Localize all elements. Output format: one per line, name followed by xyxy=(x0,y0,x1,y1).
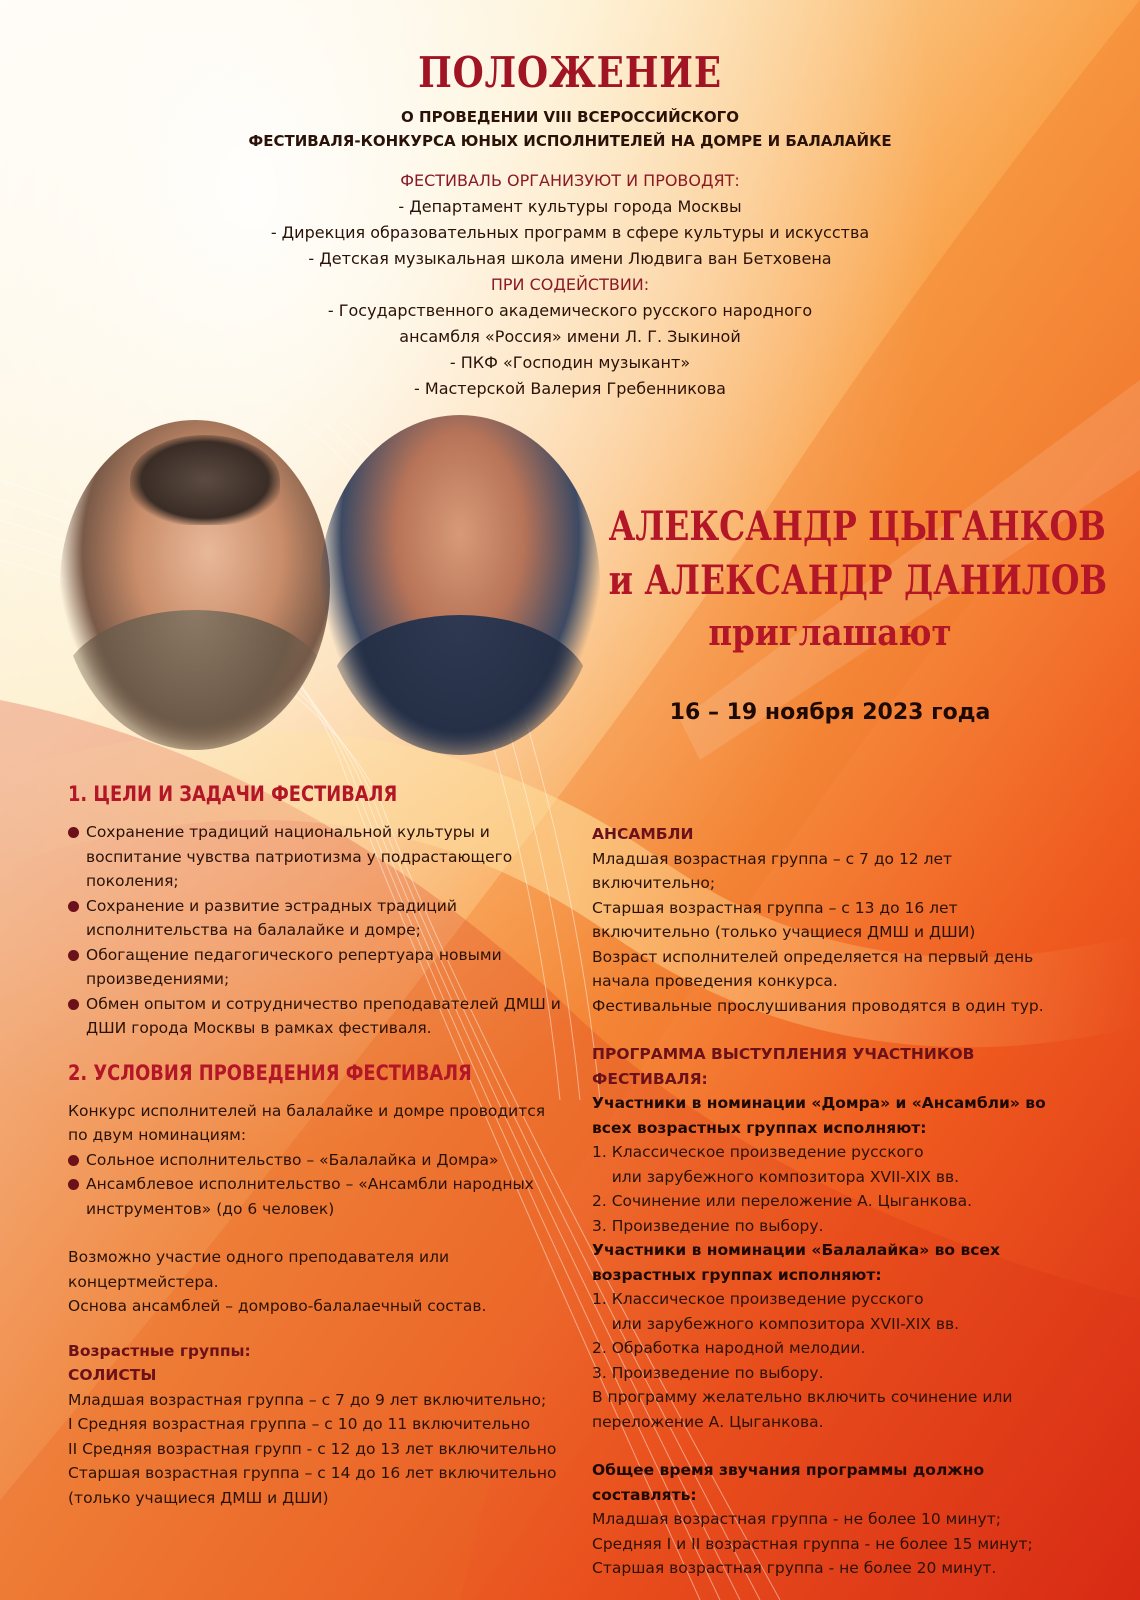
support-item: - ПКФ «Господин музыкант» xyxy=(449,353,691,372)
soloists-heading: СОЛИСТЫ xyxy=(68,1366,157,1384)
left-column xyxy=(68,782,568,1510)
invite-name-1: АЛЕКСАНДР ЦЫГАНКОВ xyxy=(608,503,1106,550)
invite-block xyxy=(560,500,1108,658)
conditions-intro: Конкурс исполнителей на балалайке и домре проводится по двум номинациям: xyxy=(68,1101,546,1144)
soloists-line: I Средняя возрастная группа – с 10 до 11 включительно xyxy=(68,1415,531,1433)
portrait-tsygankov-hair xyxy=(130,435,280,525)
balalaika-heading-2: возрастных группах исполняют: xyxy=(592,1265,882,1284)
subtitle-line-1: О ПРОВЕДЕНИИ VIII ВСЕРОССИЙСКОГО xyxy=(401,108,739,126)
organizer-item: - Департамент культуры города Москвы xyxy=(398,197,742,216)
organizers-block xyxy=(0,168,1140,402)
ensembles-line: Младшая возрастная группа – с 7 до 12 лет xyxy=(592,849,953,868)
soloists-line: (только учащиеся ДМШ и ДШИ) xyxy=(68,1488,329,1507)
program-heading: ПРОГРАММА ВЫСТУПЛЕНИЯ УЧАСТНИКОВ ФЕСТИВАЛЯ: xyxy=(592,1045,975,1088)
list-item: Обогащение педагогического репертуара новыми произведениями; xyxy=(68,943,568,992)
balalaika-item: В программу желательно включить сочинение или xyxy=(592,1388,1013,1406)
conditions-note-2: Основа ансамблей – домрово-балалаечный состав. xyxy=(68,1297,487,1315)
support-heading: ПРИ СОДЕЙСТВИИ: xyxy=(490,275,650,294)
balalaika-item: переложение А. Цыганкова. xyxy=(592,1412,824,1431)
soloists-line: II Средняя возрастная групп - с 12 до 13 лет включительно xyxy=(68,1439,557,1458)
support-item: - Мастерской Валерия Гребенникова xyxy=(414,379,726,398)
subtitle-line-2: ФЕСТИВАЛЯ-КОНКУРСА ЮНЫХ ИСПОЛНИТЕЛЕЙ НА ДОМРЕ И БАЛАЛАЙКЕ xyxy=(248,132,892,150)
balalaika-heading-1: Участники в номинации «Балалайка» во всех xyxy=(592,1241,1000,1259)
soloists-line: Младшая возрастная группа – с 7 до 9 лет включительно; xyxy=(68,1390,547,1409)
ensembles-line: Старшая возрастная группа – с 13 до 16 лет xyxy=(592,898,958,917)
ensembles-line: включительно; xyxy=(592,874,716,892)
ensembles-line: включительно (только учащиеся ДМШ и ДШИ) xyxy=(592,923,976,941)
page-title: ПОЛОЖЕНИЕ xyxy=(418,48,722,97)
support-item: - Государственного академического русского народного xyxy=(327,301,813,320)
domra-item: 3. Произведение по выбору. xyxy=(592,1216,824,1235)
list-item: Сохранение и развитие эстрадных традиций исполнительства на балалайке и домре; xyxy=(68,894,568,943)
soloists-line: Старшая возрастная группа – с 14 до 16 лет включительно xyxy=(68,1464,557,1482)
age-groups-heading: Возрастные группы: xyxy=(68,1341,251,1360)
time-heading: Общее время звучания программы должно составлять: xyxy=(592,1461,985,1504)
domra-heading-2: всех возрастных группах исполняют: xyxy=(592,1118,927,1137)
ensembles-line: начала проведения конкурса. xyxy=(592,972,838,990)
balalaika-item: или зарубежного композитора XVII-XIX вв. xyxy=(592,1314,960,1333)
portrait-tsygankov xyxy=(60,420,330,750)
portrait-tsygankov-jacket xyxy=(60,610,330,750)
goals-list xyxy=(68,820,568,1041)
ensembles-line: Возраст исполнителей определяется на первый день xyxy=(592,947,1034,966)
festival-dates: 16 – 19 ноября 2023 года xyxy=(669,700,991,725)
right-column xyxy=(592,822,1092,1581)
balalaika-item: 2. Обработка народной мелодии. xyxy=(592,1339,866,1357)
domra-item: 1. Классическое произведение русского xyxy=(592,1143,924,1161)
support-item: ансамбля «Россия» имени Л. Г. Зыкиной xyxy=(399,327,741,346)
list-item: Сохранение традиций национальной культуры и воспитание чувства патриотизма у подрастающего поколения; xyxy=(68,820,568,894)
time-item: Младшая возрастная группа - не более 10 минут; xyxy=(592,1510,1001,1528)
domra-item: 2. Сочинение или переложение А. Цыганкова. xyxy=(592,1192,973,1210)
invite-name-2: и АЛЕКСАНДР ДАНИЛОВ xyxy=(608,557,1108,604)
domra-item: или зарубежного композитора XVII-XIX вв. xyxy=(592,1167,960,1186)
balalaika-item: 1. Классическое произведение русского xyxy=(592,1290,924,1308)
time-item: Старшая возрастная группа - не более 20 минут. xyxy=(592,1559,997,1577)
ensembles-heading: АНСАМБЛИ xyxy=(592,825,694,843)
portrait-danilov-suit xyxy=(330,615,590,755)
balalaika-item: 3. Произведение по выбору. xyxy=(592,1363,824,1382)
organizers-heading: ФЕСТИВАЛЬ ОРГАНИЗУЮТ И ПРОВОДЯТ: xyxy=(400,171,740,190)
list-item: Ансамблевое исполнительство – «Ансамбли народных инструментов» (до 6 человек) xyxy=(68,1172,568,1221)
organizer-item: - Дирекция образовательных программ в сфере культуры и искусства xyxy=(270,223,870,242)
list-item: Обмен опытом и сотрудничество преподавателей ДМШ и ДШИ города Москвы в рамках фестиваля. xyxy=(68,992,568,1041)
conditions-note-1: Возможно участие одного преподавателя или концертмейстера. xyxy=(68,1248,450,1291)
list-item: Сольное исполнительство – «Балалайка и Домра» xyxy=(68,1148,568,1173)
domra-heading-1: Участники в номинации «Домра» и «Ансамбли» во xyxy=(592,1094,1046,1112)
section2-heading: 2. УСЛОВИЯ ПРОВЕДЕНИЯ ФЕСТИВАЛЯ xyxy=(68,1060,472,1085)
nominations-list xyxy=(68,1148,568,1222)
invite-word: приглашают xyxy=(708,612,952,654)
ensembles-line: Фестивальные прослушивания проводятся в один тур. xyxy=(592,996,1044,1015)
section1-heading: 1. ЦЕЛИ И ЗАДАЧИ ФЕСТИВАЛЯ xyxy=(68,782,398,806)
time-item: Средняя I и II возрастная группа - не более 15 минут; xyxy=(592,1534,1033,1553)
organizer-item: - Детская музыкальная школа имени Людвига ван Бетховена xyxy=(308,249,832,268)
portrait-danilov xyxy=(320,415,600,755)
